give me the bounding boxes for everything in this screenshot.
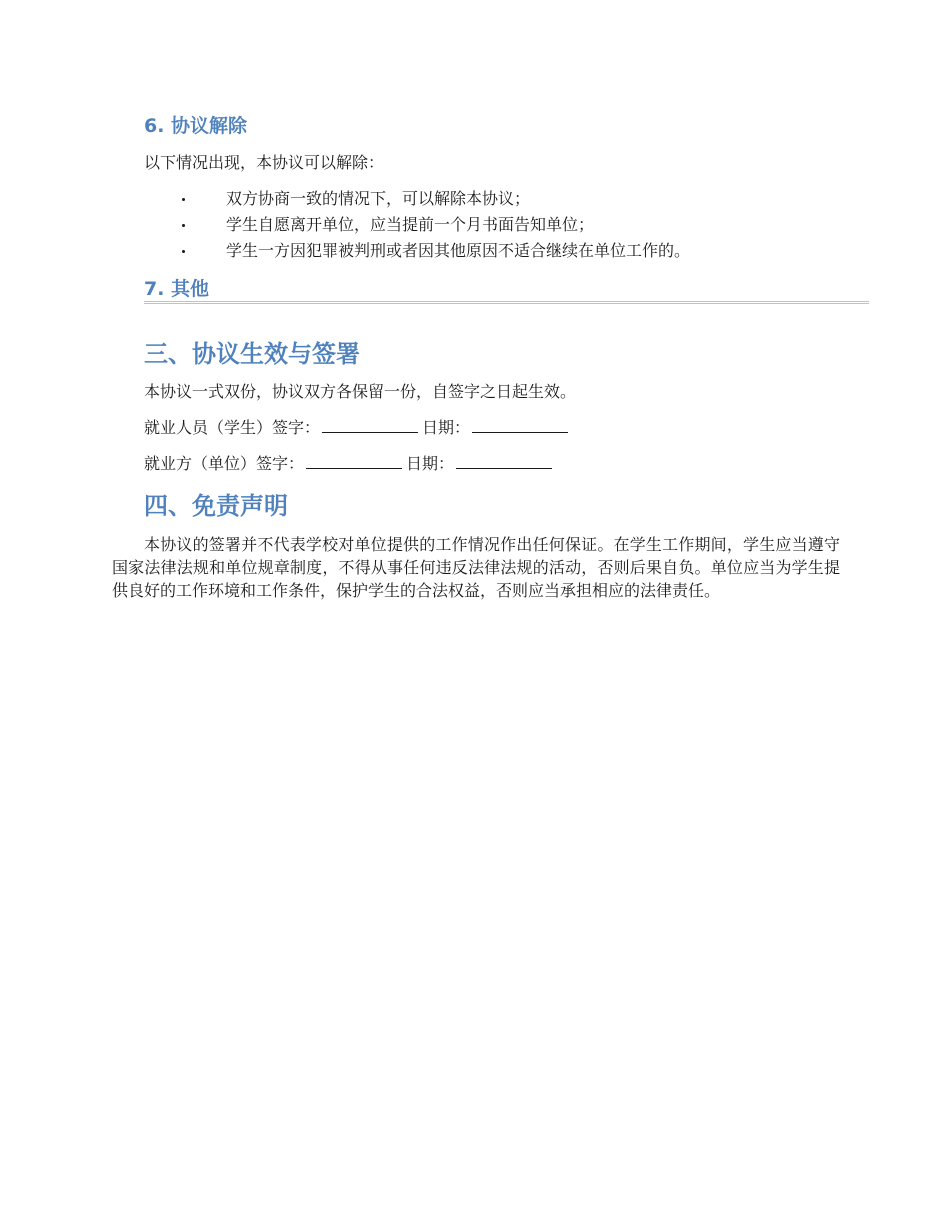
section-7-heading: 7. 其他: [144, 278, 210, 300]
section-6-heading: 6. 协议解除: [144, 115, 248, 137]
disclaimer-text: 本协议的签署并不代表学校对单位提供的工作情况作出任何保证。在学生工作期间，学生应当遵守国家法律法规和单位规章制度，不得从事任何违反法律法规的活动，否则后果自负。单位应当为学生提供良好的工作环境和工作条件，保护学生的合法权益，否则应当承担相应的法律责任。: [112, 535, 840, 600]
student-signature-blank: [322, 418, 418, 433]
list-item-text: 双方协商一致的情况下，可以解除本协议；: [226, 189, 531, 208]
bullet-icon: [182, 224, 185, 227]
bullet-icon: [182, 198, 185, 201]
student-date-label: 日期：: [422, 418, 471, 437]
section-four-heading: 四、免责声明: [144, 492, 288, 520]
bullet-icon: [182, 250, 185, 253]
section-three-heading: 三、协议生效与签署: [144, 340, 360, 368]
employer-date-label: 日期：: [406, 454, 455, 473]
list-item-text: 学生一方因犯罪被判刑或者因其他原因不适合继续在单位工作的。: [226, 241, 691, 260]
employer-signature-label: 就业方（单位）签字：: [144, 454, 305, 473]
list-item-text: 学生自愿离开单位，应当提前一个月书面告知单位；: [226, 215, 595, 234]
section-6-intro: 以下情况出现，本协议可以解除：: [144, 153, 385, 172]
employer-date-blank: [456, 454, 552, 469]
section-divider: [144, 301, 869, 304]
employer-signature-line: [144, 453, 556, 475]
student-signature-line: [144, 417, 572, 439]
effectiveness-text: 本协议一式双份，协议双方各保留一份，自签字之日起生效。: [144, 382, 577, 401]
employer-signature-blank: [306, 454, 402, 469]
student-signature-label: 就业人员（学生）签字：: [144, 418, 321, 437]
student-date-blank: [472, 418, 568, 433]
